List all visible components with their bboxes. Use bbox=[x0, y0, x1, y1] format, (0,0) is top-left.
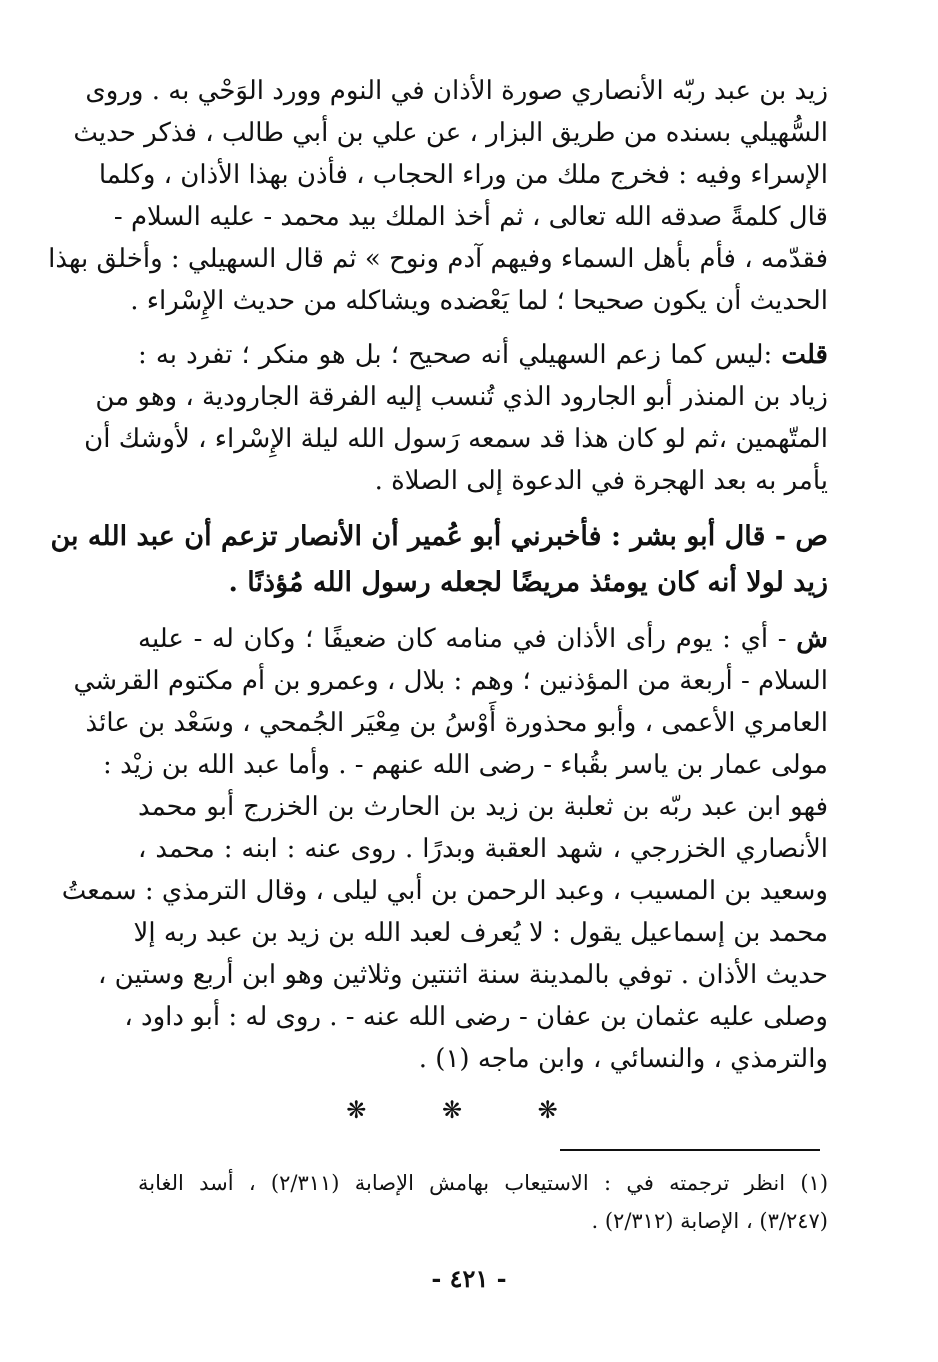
paragraph-2 bbox=[84, 334, 828, 502]
text-line: المتّهمين ،ثم لو كان هذا قد سمعه رَسول الله ليلة الإِسْراء ، لأوشك أن bbox=[84, 424, 828, 454]
text-line: فهو ابن عبد ربّه بن ثعلبة بن زيد بن الحارث بن الخزرج أبو محمد bbox=[138, 792, 828, 822]
paragraph-4-commentary bbox=[61, 618, 828, 1080]
paragraph-3-hadith-text bbox=[50, 514, 828, 606]
text-line: حديث الأذان . توفي بالمدينة سنة اثنتين وثلاثين وهو ابن أربع وستين ، bbox=[98, 960, 828, 990]
text-line: زيد لولا أنه كان يومئذ مريضًا لجعله رسول الله مُؤذنًا . bbox=[228, 567, 828, 598]
paragraph-1 bbox=[48, 70, 828, 322]
text-line-with-lead bbox=[138, 618, 828, 660]
lead-word: ش bbox=[796, 624, 828, 654]
footnote-line: (١) انظر ترجمته في : الاستيعاب بهامش الإصابة (٢/٣١١) ، أسد الغابة bbox=[138, 1171, 829, 1195]
text-line: يأمر به بعد الهجرة في الدعوة إلى الصلاة . bbox=[374, 466, 828, 496]
text-line: مولى عمار بن ياسر بقُباء - رضى الله عنهم - . وأما عبد الله بن زيْد : bbox=[103, 750, 828, 780]
footnote-rule bbox=[560, 1149, 820, 1151]
text-line: وسعيد بن المسيب ، وعبد الرحمن بن أبي ليلى ، وقال الترمذي : سمعتُ bbox=[61, 876, 828, 906]
text-line: الحديث أن يكون صحيحا ؛ لما يَعْضده ويشاكله من حديث الإِسْراء . bbox=[130, 286, 828, 316]
text-line-with-lead bbox=[138, 334, 828, 376]
page-number: - ٤٢١ - bbox=[431, 1264, 507, 1293]
text-line: العامري الأعمى ، وأبو محذورة أَوْسُ بن مِعْيَر الجُمحي ، وسَعْد بن عائذ bbox=[85, 708, 828, 738]
text-line-rest: :ليس كما زعم السهيلي أنه صحيح ؛ بل هو منكر ؛ تفرد به : bbox=[138, 340, 782, 370]
text-line: الأنصاري الخزرجي ، شهد العقبة وبدرًا . روى عنه : ابنه : محمد ، bbox=[138, 834, 828, 864]
lead-word: قلت bbox=[781, 340, 828, 370]
text-line-rest: - أي : يوم رأى الأذان في منامه كان ضعيفًا ؛ وكان له - عليه bbox=[138, 624, 797, 654]
text-line: فقدّمه ، فأم بأهل السماء وفيهم آدم ونوح » ثم قال السهيلي : وأخلق بهذا bbox=[48, 244, 828, 274]
page-body bbox=[48, 70, 828, 1080]
text-line: محمد بن إسماعيل يقول : لا يُعرف لعبد الله بن زيد بن عبد ربه إلا bbox=[133, 918, 828, 948]
text-line: ص - قال أبو بشر : فأخبرني أبو عُمير أن الأنصار تزعم أن عبد الله بن bbox=[50, 521, 828, 552]
footnotes bbox=[138, 1164, 828, 1240]
text-line: وصلى عليه عثمان بن عفان - رضى الله عنه - . روى له : أبو داود ، bbox=[124, 1002, 828, 1032]
separator-stars: ❋ ❋ ❋ bbox=[346, 1096, 592, 1124]
text-line: السلام - أربعة من المؤذنين ؛ وهم : بلال ، وعمرو بن أم مكتوم القرشي bbox=[73, 666, 828, 696]
text-line: قال كلمةً صدقه الله تعالى ، ثم أخذ الملك بيد محمد - عليه السلام - bbox=[113, 202, 828, 232]
text-line: زياد بن المنذر أبو الجارود الذي تُنسب إليه الفرقة الجارودية ، وهو من bbox=[95, 382, 828, 412]
text-line: السُّهيلي بسنده من طريق البزار ، عن علي بن أبي طالب ، فذكر حديث bbox=[73, 118, 828, 148]
text-line: الإسراء وفيه : فخرج ملك من وراء الحجاب ، فأذن بهذا الأذان ، وكلما bbox=[98, 160, 828, 190]
text-line: زيد بن عبد ربّه الأنصاري صورة الأذان في النوم وورد الوَحْي به . وروى bbox=[85, 76, 828, 106]
footnote-line: (٣/٢٤٧) ، الإصابة (٢/٣١٢) . bbox=[591, 1209, 828, 1233]
text-line: والترمذي ، والنسائي ، وابن ماجه (١) . bbox=[418, 1044, 828, 1074]
